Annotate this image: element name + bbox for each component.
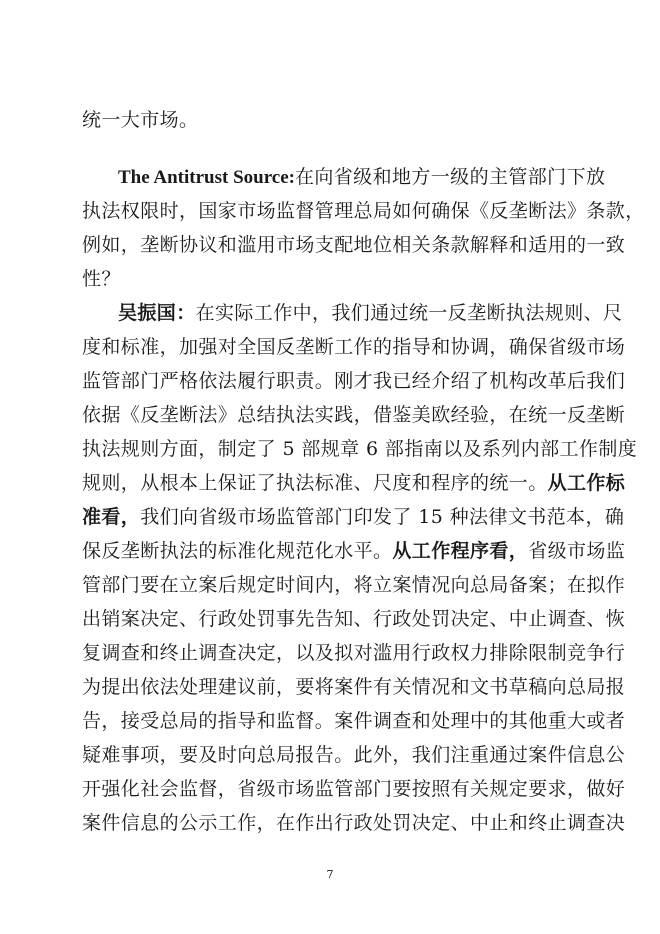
text-segment: 在实际工作中，我们通过统一反垄断执法规则、尺 xyxy=(195,302,623,324)
text-segment: 统一大市场。 xyxy=(82,109,199,131)
answer-line xyxy=(82,607,626,631)
text-segment: 执法权限时，国家市场监督管理总局如何确保《反垄断法》条款， xyxy=(82,200,645,222)
interviewer-label: The Antitrust Source: xyxy=(118,167,295,188)
question-line xyxy=(82,199,645,223)
answer-line xyxy=(82,743,626,767)
answer-line xyxy=(82,539,626,563)
emphasis-heading: 准看， xyxy=(82,506,141,528)
question-line xyxy=(82,267,582,291)
text-segment: 度和标准，加强对全国反垄断工作的指导和协调，确保省级市场 xyxy=(82,336,626,358)
text-segment: 复调查和终止调查决定，以及拟对滥用行政权力排除限制竞争行 xyxy=(82,642,626,664)
answer-line xyxy=(82,675,626,699)
answer-line xyxy=(82,709,626,733)
question-line xyxy=(118,165,606,189)
answer-line xyxy=(82,471,626,495)
speaker-label: 吴振国： xyxy=(118,302,196,324)
text-segment: 告，接受总局的指导和监督。案件调查和处理中的其他重大或者 xyxy=(82,710,626,732)
text-segment: 省级市场监 xyxy=(528,540,626,562)
answer-line xyxy=(82,403,626,427)
answer-line xyxy=(82,573,626,597)
text-segment: 规则，从根本上保证了执法标准、尺度和程序的统一。 xyxy=(82,472,548,494)
emphasis-heading: 从工作程序看， xyxy=(392,540,529,562)
text-segment: 开强化社会监督，省级市场监管部门要按照有关规定要求，做好 xyxy=(82,778,626,800)
text-segment: 在向省级和地方一级的主管部门下放 xyxy=(294,166,606,188)
text-line xyxy=(82,108,582,132)
text-segment: 出销案决定、行政处罚事先告知、行政处罚决定、中止调查、恢 xyxy=(82,608,626,630)
text-segment: 我们向省级市场监管部门印发了 15 种法律文书范本，确 xyxy=(140,506,625,528)
text-segment: 依据《反垄断法》总结执法实践，借鉴美欧经验，在统一反垄断 xyxy=(82,404,626,426)
question-line xyxy=(82,233,626,257)
answer-line xyxy=(82,811,626,835)
text-segment: 为提出依法处理建议前，要将案件有关情况和文书草稿向总局报 xyxy=(82,676,626,698)
answer-line xyxy=(82,369,626,393)
page-number: 7 xyxy=(326,868,334,881)
text-segment: 保反垄断执法的标准化规范化水平。 xyxy=(82,540,393,562)
text-segment: 监管部门严格依法履行职责。刚才我已经介绍了机构改革后我们 xyxy=(82,370,626,392)
text-segment: 疑难事项，要及时向总局报告。此外，我们注重通过案件信息公 xyxy=(82,744,626,766)
answer-line xyxy=(118,301,623,325)
text-segment: 性？ xyxy=(82,268,121,290)
text-segment: 案件信息的公示工作，在作出行政处罚决定、中止和终止调查决 xyxy=(82,812,626,834)
text-segment: 管部门要在立案后规定时间内，将立案情况向总局备案；在拟作 xyxy=(82,574,626,596)
emphasis-heading: 从工作标 xyxy=(547,472,626,494)
text-segment: 执法规则方面，制定了 5 部规章 6 部指南以及系列内部工作制度 xyxy=(82,438,638,460)
answer-line xyxy=(82,777,626,801)
answer-line xyxy=(82,641,626,665)
text-segment: 例如，垄断协议和滥用市场支配地位相关条款解释和适用的一致 xyxy=(82,234,626,256)
answer-line xyxy=(82,437,638,461)
answer-line xyxy=(82,335,626,359)
answer-line xyxy=(82,505,625,529)
